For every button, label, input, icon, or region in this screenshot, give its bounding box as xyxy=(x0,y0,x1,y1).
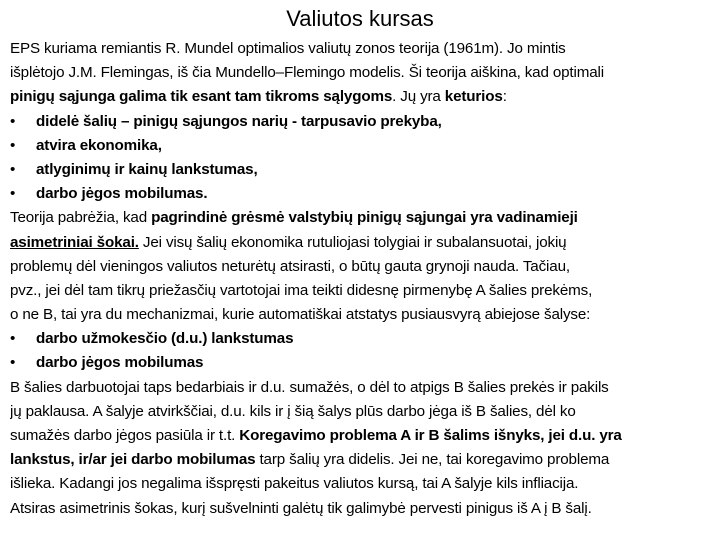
bullet-icon: • xyxy=(10,330,16,348)
paragraph-3-line-5: išlieka. Kadangi jos negalima išspręsti pakeitus valiutos kursą, tai A šalyje kils infliacija. xyxy=(10,475,579,493)
bullet-item xyxy=(10,351,712,375)
document-body xyxy=(10,37,712,521)
underlined-phrase: asimetriniai šokai. xyxy=(10,233,139,251)
bold-phrase: pagrindinė grėsmė valstybių pinigų sąjungai yra vadinamieji xyxy=(151,209,578,227)
paragraph-3-line-3 xyxy=(10,424,712,448)
bullet-icon: • xyxy=(10,136,16,154)
paragraph-1-line-3 xyxy=(10,85,712,109)
paragraph-2-line-3: problemų dėl vieningos valiutos neturėtų atsirasti, o būtų gauta grynoji nauda. Tačiau, xyxy=(10,257,570,275)
paragraph-1-line-1: EPS kuriama remiantis R. Mundel optimalios valiutų zonos teorija (1961m). Jo mintis xyxy=(10,40,566,57)
paragraph-1-line-2: išplėtojo J.M. Flemingas, iš čia Mundello–Flemingo modelis. Ši teorija aiškina, kad optimali xyxy=(10,64,604,82)
bullet-item xyxy=(10,182,712,206)
bullet-text: darbo užmokesčio (d.u.) lankstumas xyxy=(36,330,294,348)
paragraph-2-line-5: o ne B, tai yra du mechanizmai, kurie automatiškai atstatys pusiausvyrą abiejose šalyse: xyxy=(10,306,591,324)
bold-phrase xyxy=(10,234,139,251)
paragraph-3-line-2: jų paklausa. A šalyje atvirkščiai, d.u. kils ir į šią šalys plūs darbo jėga iš B šalies, dėl ko xyxy=(10,402,576,420)
bullet-text: atvira ekonomika, xyxy=(36,136,162,154)
text-fragment: . Jų yra xyxy=(392,88,445,106)
bullet-item xyxy=(10,134,712,158)
paragraph-2-line-1 xyxy=(10,206,712,230)
bullet-icon: • xyxy=(10,160,16,178)
text-fragment: : xyxy=(502,88,507,106)
bold-phrase: lankstus, ir/ar jei darbo mobilumas xyxy=(10,451,256,469)
paragraph-2-line-4: pvz., jei dėl tam tikrų priežasčių vartotojai ima teikti didesnę pirmenybę A šalies prekėms, xyxy=(10,281,593,299)
bold-phrase: Koregavimo problema A ir B šalims išnyks, jei d.u. yra xyxy=(239,427,622,444)
bullet-icon: • xyxy=(10,112,16,130)
bullet-text: atlyginimų ir kainų lankstumas, xyxy=(36,160,258,178)
bold-phrase: pinigų sąjunga galima tik esant tam tikroms sąlygoms xyxy=(10,88,393,106)
text-fragment: Jei visų šalių ekonomika rutuliojasi tolygiai ir subalansuotai, jokių xyxy=(138,233,567,251)
paragraph-3-line-1: B šalies darbuotojai taps bedarbiais ir d.u. sumažės, o dėl to atpigs B šalies prekės ir pakils xyxy=(10,378,609,396)
bullet-item xyxy=(10,158,712,182)
text-fragment: tarp šalių yra didelis. Jei ne, tai koregavimo problema xyxy=(255,451,610,469)
bullet-text: darbo jėgos mobilumas. xyxy=(36,185,208,203)
bullet-item xyxy=(10,327,712,351)
bullet-icon: • xyxy=(10,354,16,372)
bullet-text: darbo jėgos mobilumas xyxy=(36,354,204,372)
bullet-icon: • xyxy=(10,185,16,203)
bold-phrase: keturios xyxy=(444,88,503,106)
paragraph-2-line-2 xyxy=(10,231,712,255)
paragraph-3-line-4 xyxy=(10,448,712,472)
bullet-text: didelė šalių – pinigų sąjungos narių - tarpusavio prekyba, xyxy=(36,112,442,130)
paragraph-3-line-6: Atsiras asimetrinis šokas, kurį sušvelninti galėtų tik galimybė pervesti pinigus iš A į B šalį. xyxy=(10,499,592,517)
text-fragment: sumažės darbo jėgos pasiūla ir t.t. xyxy=(10,427,240,444)
text-fragment: Teorija pabrėžia, kad xyxy=(10,209,152,227)
bullet-item xyxy=(10,110,712,134)
page-title: Valiutos kursas xyxy=(286,6,434,31)
